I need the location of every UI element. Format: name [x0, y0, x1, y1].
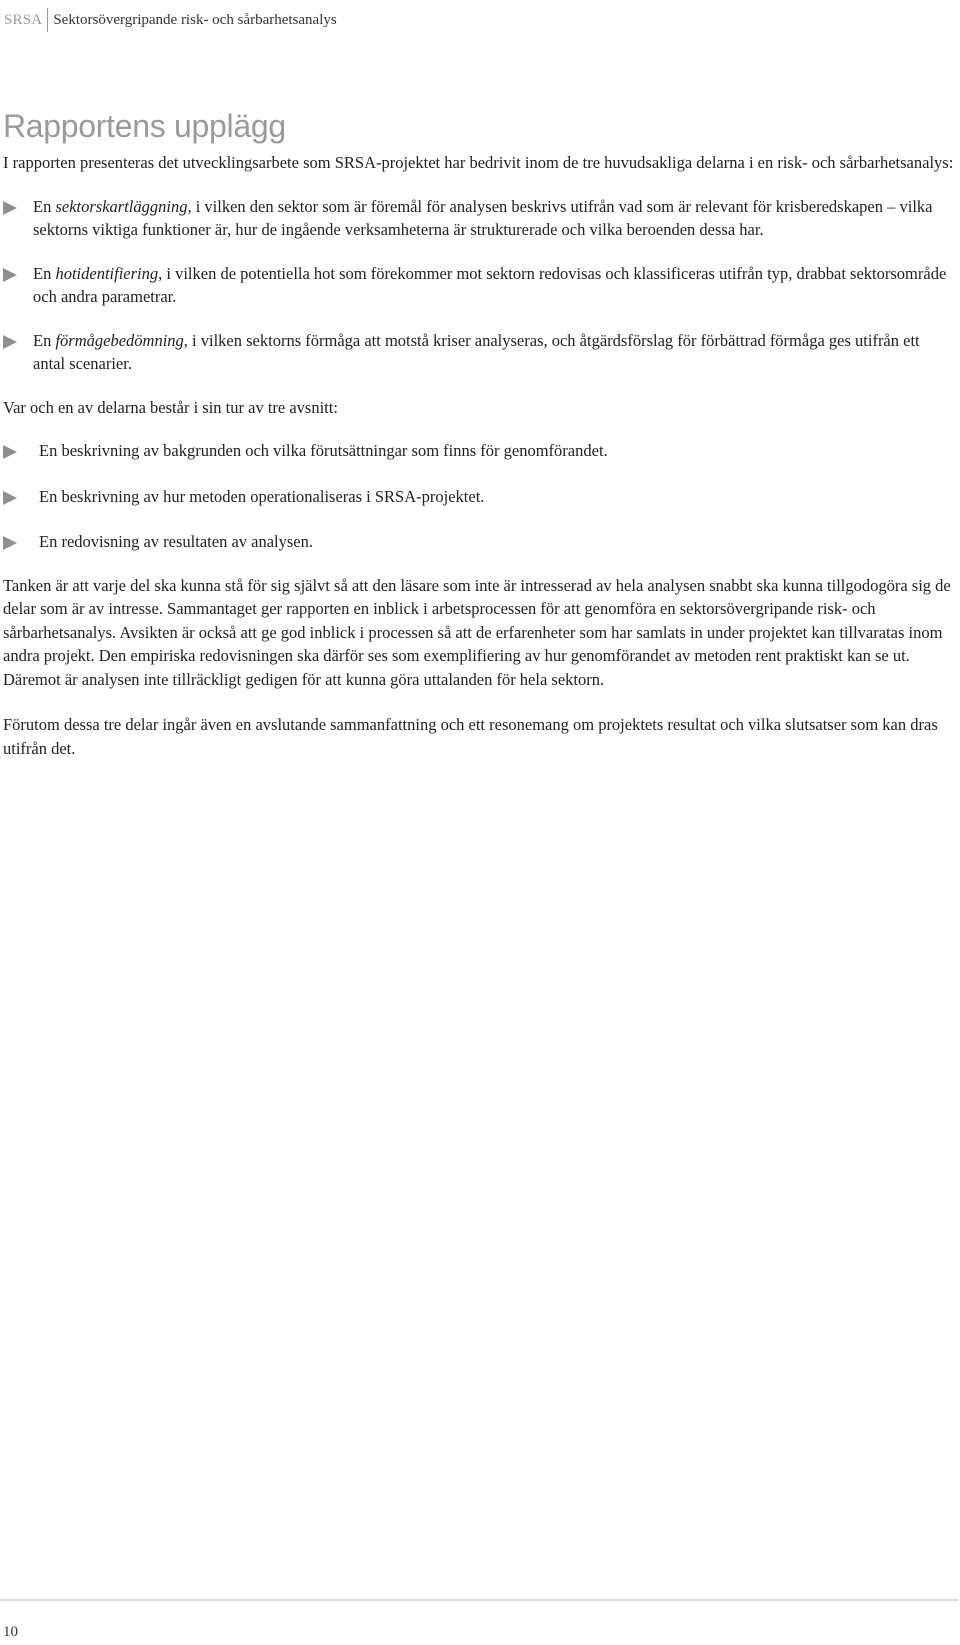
footer-divider: [0, 1599, 958, 1601]
list-item: [3, 195, 955, 242]
list-item: [3, 262, 955, 309]
item-text: , i vilken sektorns förmåga att motstå kriser analyseras, och åtgärdsförslag för förbättrad förmåga ges utifrån ett antal scenarier.: [33, 330, 920, 373]
item-text: En beskrivning av bakgrunden och vilka förutsättningar som finns för genomförandet.: [39, 441, 608, 460]
item-term: sektorskartläggning: [55, 196, 188, 216]
body-paragraph-2: Förutom dessa tre delar ingår även en avslutande sammanfattning och ett resonemang om projektets resultat och vilka slutsatser som kan dras utifrån det.: [3, 715, 938, 758]
item-term: förmågebedömning: [55, 330, 184, 350]
sections-intro: Var och en av delarna består i sin tur av tre avsnitt:: [3, 397, 338, 417]
triangle-bullet-icon: [3, 201, 17, 215]
page-content: [3, 108, 955, 760]
section-heading: Rapportens upplägg: [3, 108, 286, 144]
list-item: [3, 329, 955, 376]
body-paragraph-1: Tanken är att varje del ska kunna stå för sig självt så att den läsare som inte är intresserad av hela analysen snabbt ska kunna tillgodogöra sig de delar som är av intresse. Sammantaget ger rapporten en inblick i arbetsprocessen för att genomföra en sektorsövergripande risk- och sårbarhetsanalys. Avsikten är också att ge god inblick i processen så att de erfarenheter som har samlats in under projektet kan tillvaratas inom andra projekt. Den empiriska redovisningen ska därför ses som exemplifiering av hur genomförandet av metoden rent praktiskt kan se ut. Däremot är analysen inte tillräckligt gedigen för att kunna göra uttalanden för hela sektorn.: [3, 575, 951, 689]
page-number: 10: [3, 1624, 18, 1640]
item-text: , i vilken de potentiella hot som förekommer mot sektorn redovisas och klassificeras utifrån typ, drabbat sektorsområde och andra parametrar.: [33, 263, 947, 306]
running-header: [4, 8, 337, 32]
item-prefix: En: [33, 330, 56, 350]
sections-list: [3, 439, 955, 554]
item-term: hotidentifiering: [55, 263, 159, 283]
triangle-bullet-icon: [3, 445, 17, 459]
triangle-bullet-icon: [3, 536, 17, 550]
triangle-bullet-icon: [3, 335, 17, 349]
triangle-bullet-icon: [3, 491, 17, 505]
item-prefix: En: [33, 263, 56, 283]
list-item: [3, 530, 955, 554]
header-code: SRSA: [4, 8, 48, 32]
item-text: En redovisning av resultaten av analysen.: [39, 532, 313, 551]
parts-list: [3, 195, 955, 376]
list-item: [3, 439, 955, 463]
list-item: [3, 485, 955, 509]
item-text: En beskrivning av hur metoden operationaliseras i SRSA-projektet.: [39, 486, 485, 506]
item-text: , i vilken den sektor som är föremål för analysen beskrivs utifrån vad som är relevant för krisberedskapen – vilka sektorns viktiga funktioner är, hur de ingående verksamheterna är strukturerade och vilka beroenden dessa har.: [33, 196, 933, 239]
intro-paragraph: I rapporten presenteras det utvecklingsarbete som SRSA-projektet har bedrivit inom de tre huvudsakliga delarna i en risk- och sårbarhetsanalys:: [3, 153, 954, 172]
header-title: Sektorsövergripande risk- och sårbarhetsanalys: [53, 11, 337, 28]
triangle-bullet-icon: [3, 268, 17, 282]
item-prefix: En: [33, 196, 56, 216]
